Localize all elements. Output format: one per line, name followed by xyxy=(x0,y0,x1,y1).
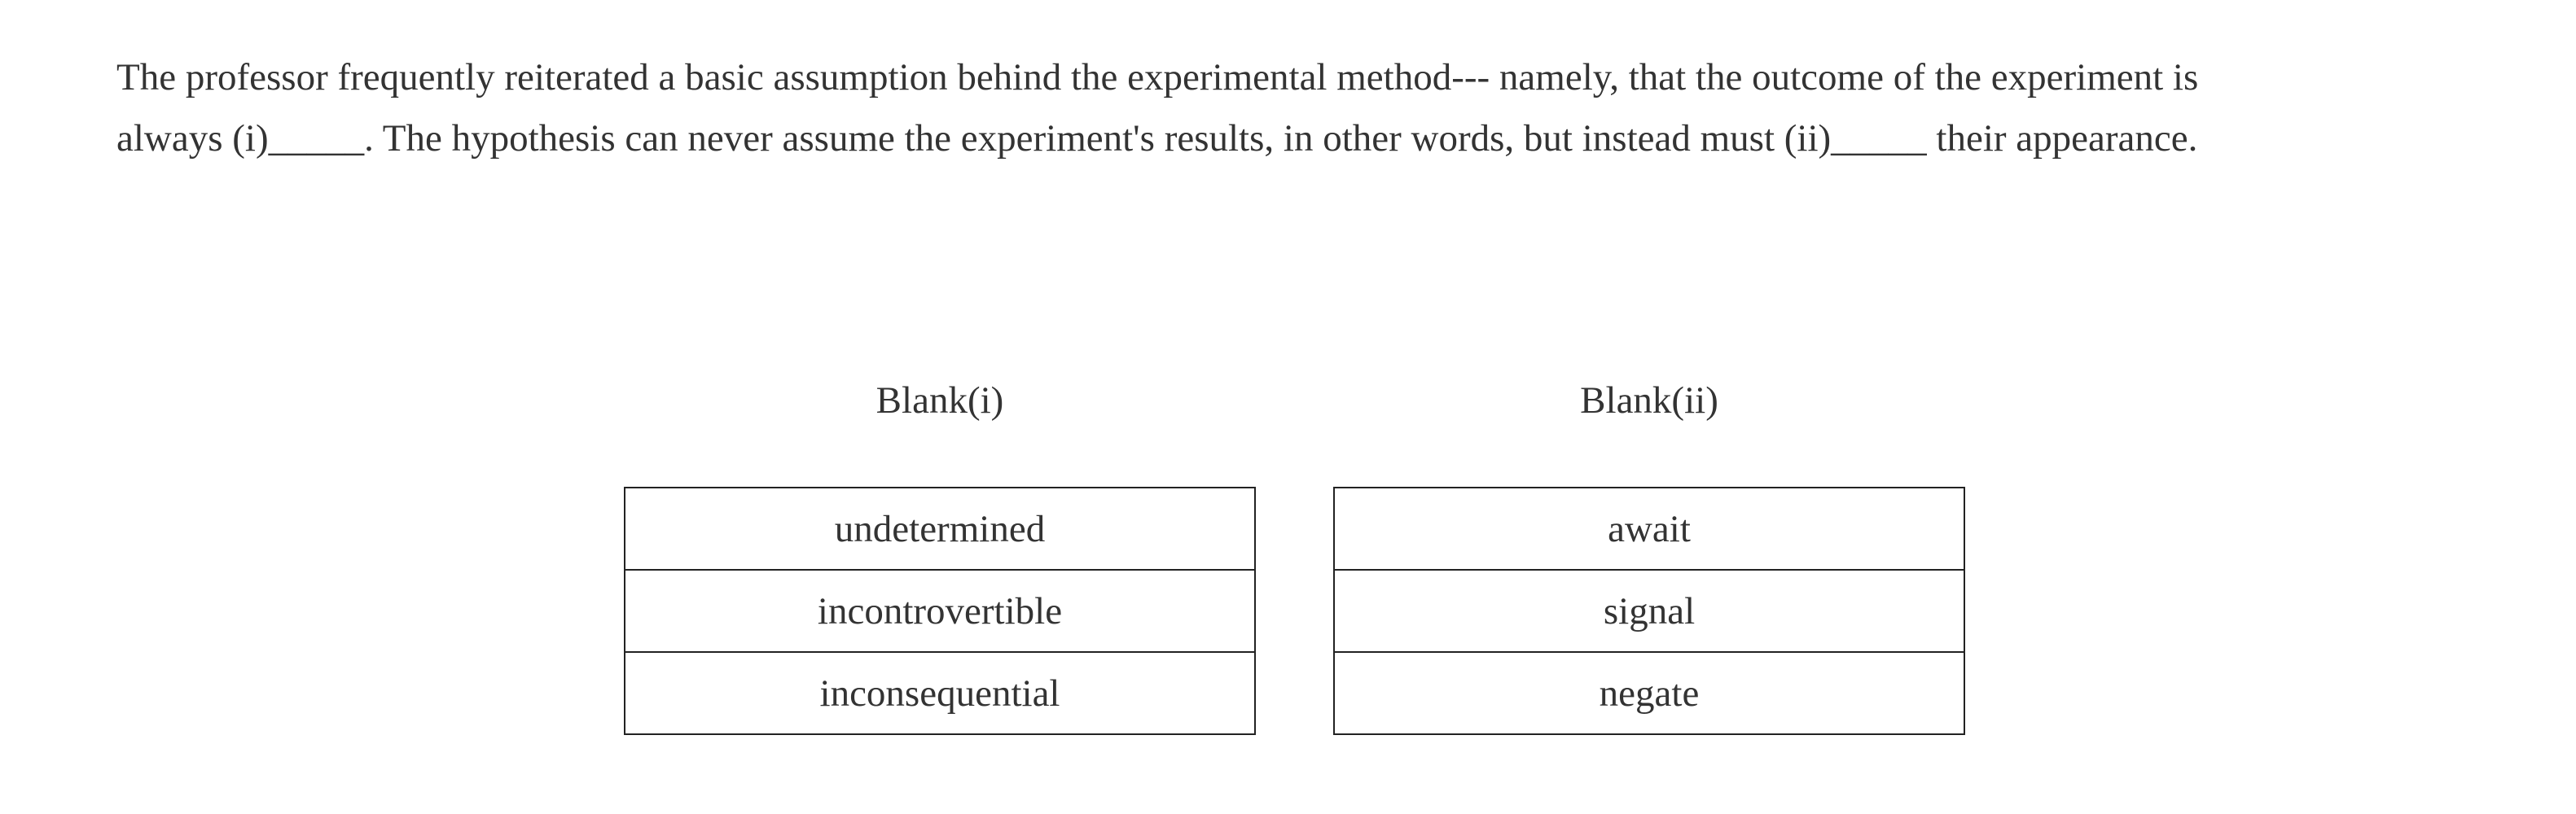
question-passage xyxy=(116,47,2478,169)
blank-i-options-table xyxy=(624,487,1256,735)
blank-i-option-undetermined[interactable]: undetermined xyxy=(625,488,1255,570)
blank-i-option-inconsequential[interactable]: inconsequential xyxy=(625,652,1255,734)
blank-ii-heading: Blank(ii) xyxy=(1580,379,1718,422)
passage-line-2: always (i)_____. The hypothesis can never assume the experiment's results, in other words, but instead must (ii)_____ their appearance. xyxy=(116,117,2198,160)
blank-ii-options-table xyxy=(1333,487,1965,735)
blank-ii-option-await[interactable]: await xyxy=(1334,488,1964,570)
blank-ii-option-negate[interactable]: negate xyxy=(1334,652,1964,734)
blank-i-option-incontrovertible[interactable]: incontrovertible xyxy=(625,570,1255,652)
blank-ii-option-signal[interactable]: signal xyxy=(1334,570,1964,652)
blank-i-heading: Blank(i) xyxy=(875,379,1004,422)
passage-line-1: The professor frequently reiterated a basic assumption behind the experimental method--- namely, that the outcome of the experiment is xyxy=(116,56,2199,98)
